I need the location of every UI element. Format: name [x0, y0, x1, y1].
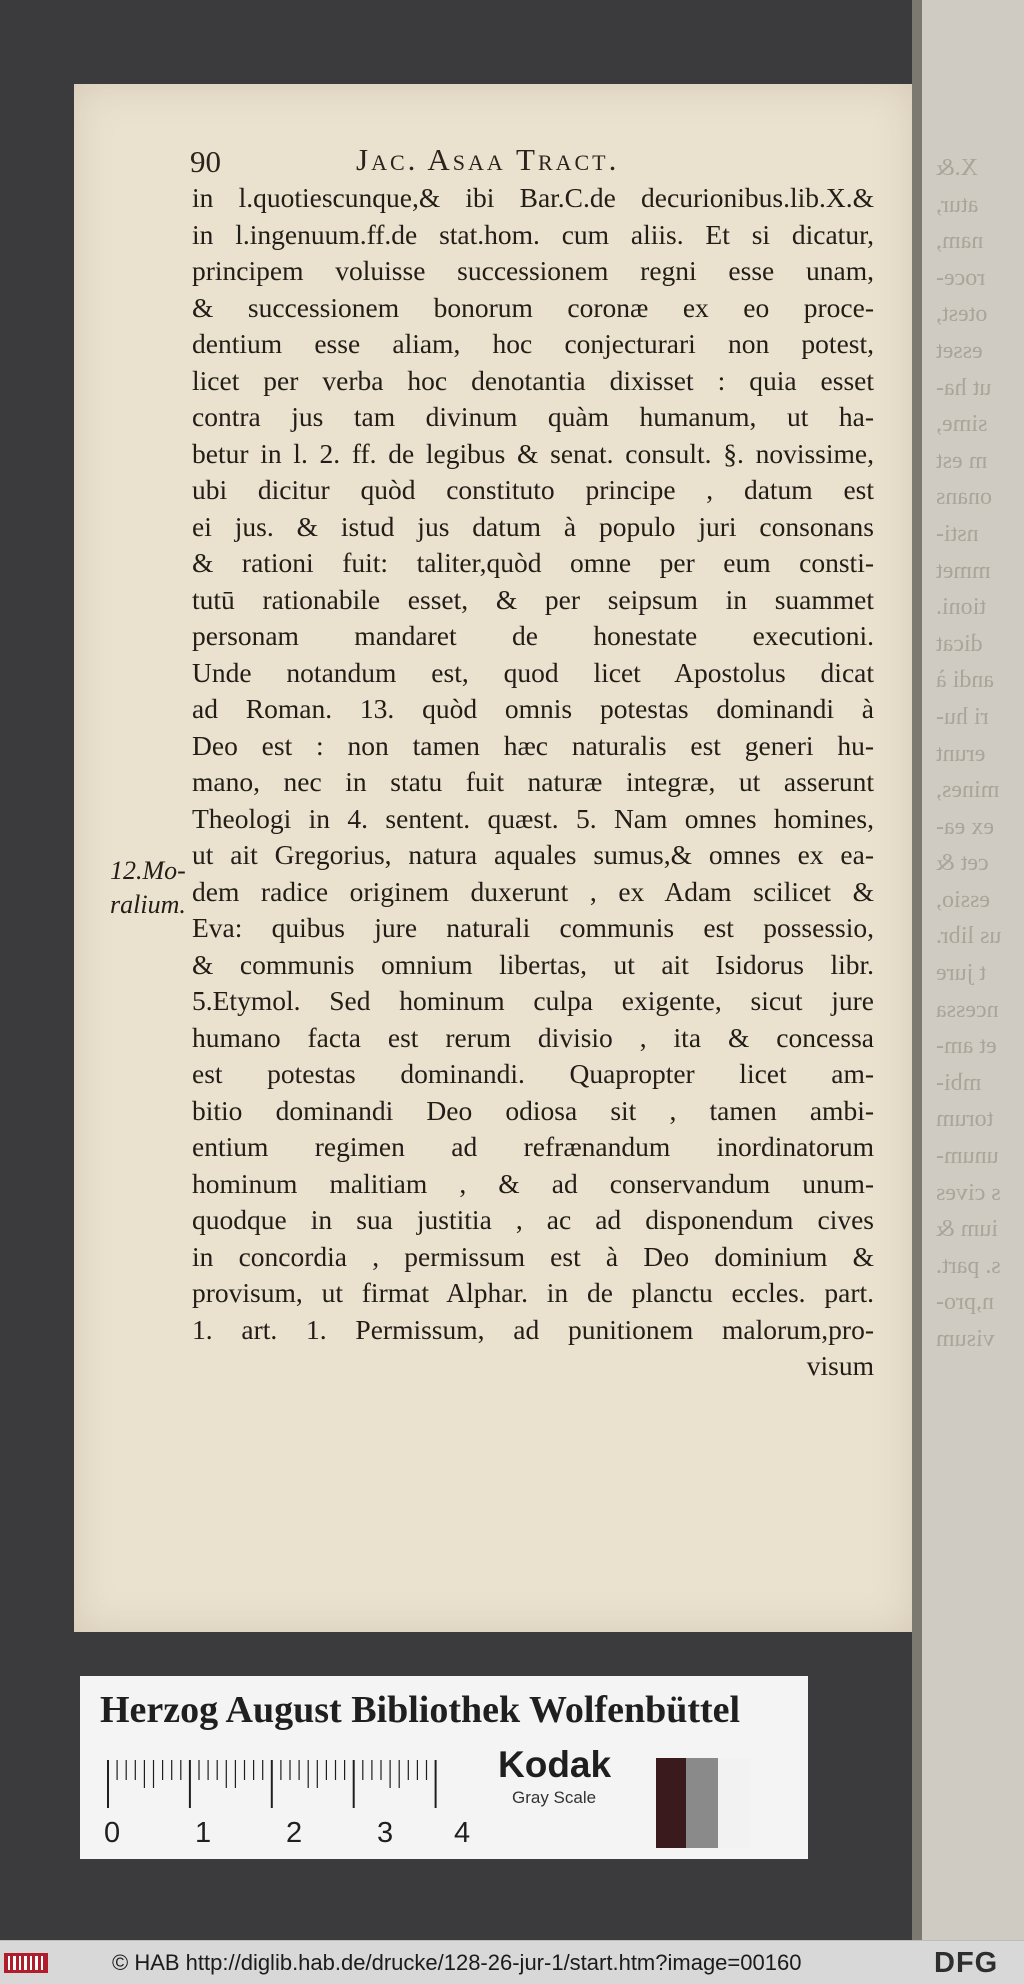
- ghost-line: torum: [936, 1106, 994, 1133]
- text-line: tutū rationabile esset, & per seipsum in suammet: [192, 583, 874, 615]
- text-line: ubi dicitur quòd constituto principe , datum est: [192, 474, 874, 505]
- text-line: 1. art. 1. Permissum, ad punitionem malorum,pro-: [192, 1313, 874, 1345]
- ghost-line: essio,: [936, 886, 990, 913]
- ghost-line: ium &: [936, 1216, 999, 1243]
- page-gutter: [912, 0, 922, 1940]
- footer-bar: [0, 1940, 1024, 1984]
- text-line: bitio dominandi Deo odiosa sit , tamen ambi-: [192, 1094, 874, 1126]
- text-line: contra jus tam divinum quàm humanum, ut ha-: [192, 401, 874, 432]
- ghost-line: nam,: [936, 228, 984, 255]
- ghost-line: s cives: [936, 1179, 1001, 1206]
- text-line: in l.ingenuum.ff.de stat.hom. cum aliis. Et si dicatur,: [192, 218, 874, 250]
- ruler-ticks: [102, 1752, 462, 1812]
- ruler-number: 4: [454, 1817, 471, 1849]
- ruler-number: 3: [377, 1817, 394, 1849]
- text-line: Theologi in 4. sentent. quæst. 5. Nam omnes homines,: [192, 802, 874, 834]
- swatch-light: [718, 1758, 750, 1848]
- scale-ruler: [102, 1752, 471, 1862]
- text-line: visum: [806, 1350, 874, 1381]
- ghost-line: unum-: [936, 1143, 999, 1170]
- ghost-line: esset: [936, 337, 983, 364]
- text-line: dem radice originem duxerunt , ex Adam scilicet &: [192, 875, 874, 907]
- text-line: ut ait Gregorius, natura aquales sumus,& omnes ex ea-: [192, 839, 874, 870]
- text-line: entium regimen ad refrænandum inordinatorum: [192, 1131, 874, 1162]
- ghost-line: atur,: [936, 191, 979, 218]
- text-line: humano facta est rerum divisio , ita & concessa: [192, 1021, 874, 1053]
- swatch-dark: [656, 1758, 686, 1848]
- text-line: Unde notandum est, quod licet Apostolus dicat: [192, 656, 874, 688]
- ghost-line: mmet: [936, 557, 991, 584]
- ghost-line: cet &: [936, 850, 989, 877]
- text-line: principem voluisse successionem regni esse unam,: [192, 255, 874, 286]
- ghost-line: roce-: [936, 264, 986, 291]
- ghost-line: n,pro-: [936, 1289, 994, 1316]
- text-line: Deo est : non tamen hæc naturalis est generi hu-: [192, 729, 874, 761]
- margin-note: [110, 854, 186, 922]
- text-line: dentium esse aliam, hoc conjecturari non potest,: [192, 328, 874, 359]
- gray-scale-swatches: [656, 1758, 750, 1848]
- ruler-number: 0: [104, 1817, 121, 1849]
- text-line: personam mandaret de honestate executioni.: [192, 620, 874, 651]
- book-page: [74, 84, 912, 1632]
- ghost-line: nsti-: [936, 520, 979, 547]
- ghost-line: onans: [936, 484, 992, 511]
- ghost-line: ex ea-: [936, 813, 994, 840]
- kodak-logo: Kodak: [498, 1744, 612, 1785]
- ghost-line: otest,: [936, 301, 988, 328]
- running-head: Jac. Asaa Tract.: [356, 142, 620, 177]
- gray-scale-label: Gray Scale: [512, 1788, 597, 1807]
- color-target-card: [80, 1676, 808, 1859]
- ghost-line: andi à: [936, 667, 994, 694]
- text-line: in concordia , permissum est à Deo dominium &: [192, 1240, 874, 1272]
- ruler-number: 1: [195, 1817, 212, 1849]
- page-number: 90: [190, 144, 221, 179]
- source-url-text: © HAB http://diglib.hab.de/drucke/128-26-jur-1/start.htm?image=00160: [112, 1950, 802, 1975]
- text-line: ei jus. & istud jus datum à populo juri consonans: [192, 510, 874, 542]
- text-line: Eva: quibus jure naturali communis est possessio,: [192, 912, 874, 943]
- text-line: ad Roman. 13. quòd omnis potestas dominandi à: [192, 693, 874, 724]
- ghost-line: mines,: [936, 777, 1000, 804]
- ghost-line: us libr.: [936, 923, 1002, 950]
- ghost-line: tioni.: [936, 594, 987, 621]
- text-line: quodque in sua justitia , ac ad disponendum cives: [192, 1204, 874, 1235]
- ghost-line: X.&: [936, 155, 978, 181]
- hab-logo-icon: [4, 1951, 48, 1975]
- text-line: & successionem bonorum coronæ ex eo proce-: [192, 291, 874, 323]
- page-header: [190, 142, 790, 182]
- margin-note-line: 12.Mo-: [110, 856, 186, 885]
- swatch-mid: [686, 1758, 718, 1848]
- body-text: [192, 180, 874, 1385]
- ghost-line: s. part.: [936, 1252, 1001, 1279]
- ghost-line: dicat: [936, 630, 983, 657]
- library-name: Herzog August Bibliothek Wolfenbüttel: [100, 1689, 741, 1731]
- ghost-line: erunt: [936, 740, 986, 767]
- text-line: & rationi fuit: taliter,quòd omne per eum consti-: [192, 547, 874, 578]
- text-line: provisum, ut firmat Alphar. in de planctu eccles. part.: [192, 1277, 874, 1308]
- ghost-line: ri hu-: [936, 703, 989, 730]
- text-line: est potestas dominandi. Quapropter licet am-: [192, 1058, 874, 1089]
- margin-note-line: ralium.: [110, 890, 186, 919]
- text-line: mano, nec in statu fuit naturæ integræ, ut asserunt: [192, 766, 874, 797]
- ghost-line: mbi-: [936, 1069, 982, 1096]
- ghost-line: visum: [936, 1326, 995, 1352]
- ghost-line: ncessa: [936, 996, 999, 1023]
- text-line: & communis omnium libertas, ut ait Isidorus libr.: [192, 948, 874, 980]
- ghost-line: et am-: [936, 1033, 997, 1060]
- ruler-number: 2: [286, 1817, 303, 1849]
- text-line: betur in l. 2. ff. de legibus & senat. consult. §. novissime,: [192, 437, 874, 469]
- ghost-line: sime,: [936, 411, 988, 438]
- text-line: in l.quotiescunque,& ibi Bar.C.de decurionibus.lib.X.&: [192, 182, 874, 213]
- text-line: 5.Etymol. Sed hominum culpa exigente, sicut jure: [192, 985, 874, 1016]
- ghost-line: m est: [936, 447, 988, 474]
- bleed-through-text: [936, 150, 1024, 1358]
- text-line: licet per verba hoc denotantia dixisset : quia esset: [192, 364, 874, 396]
- text-line: hominum malitiam , & ad conservandum unum-: [192, 1167, 874, 1199]
- dfg-logo: DFG: [934, 1947, 999, 1979]
- ghost-line: ut ha-: [936, 374, 992, 401]
- ghost-line: t jure: [936, 960, 986, 987]
